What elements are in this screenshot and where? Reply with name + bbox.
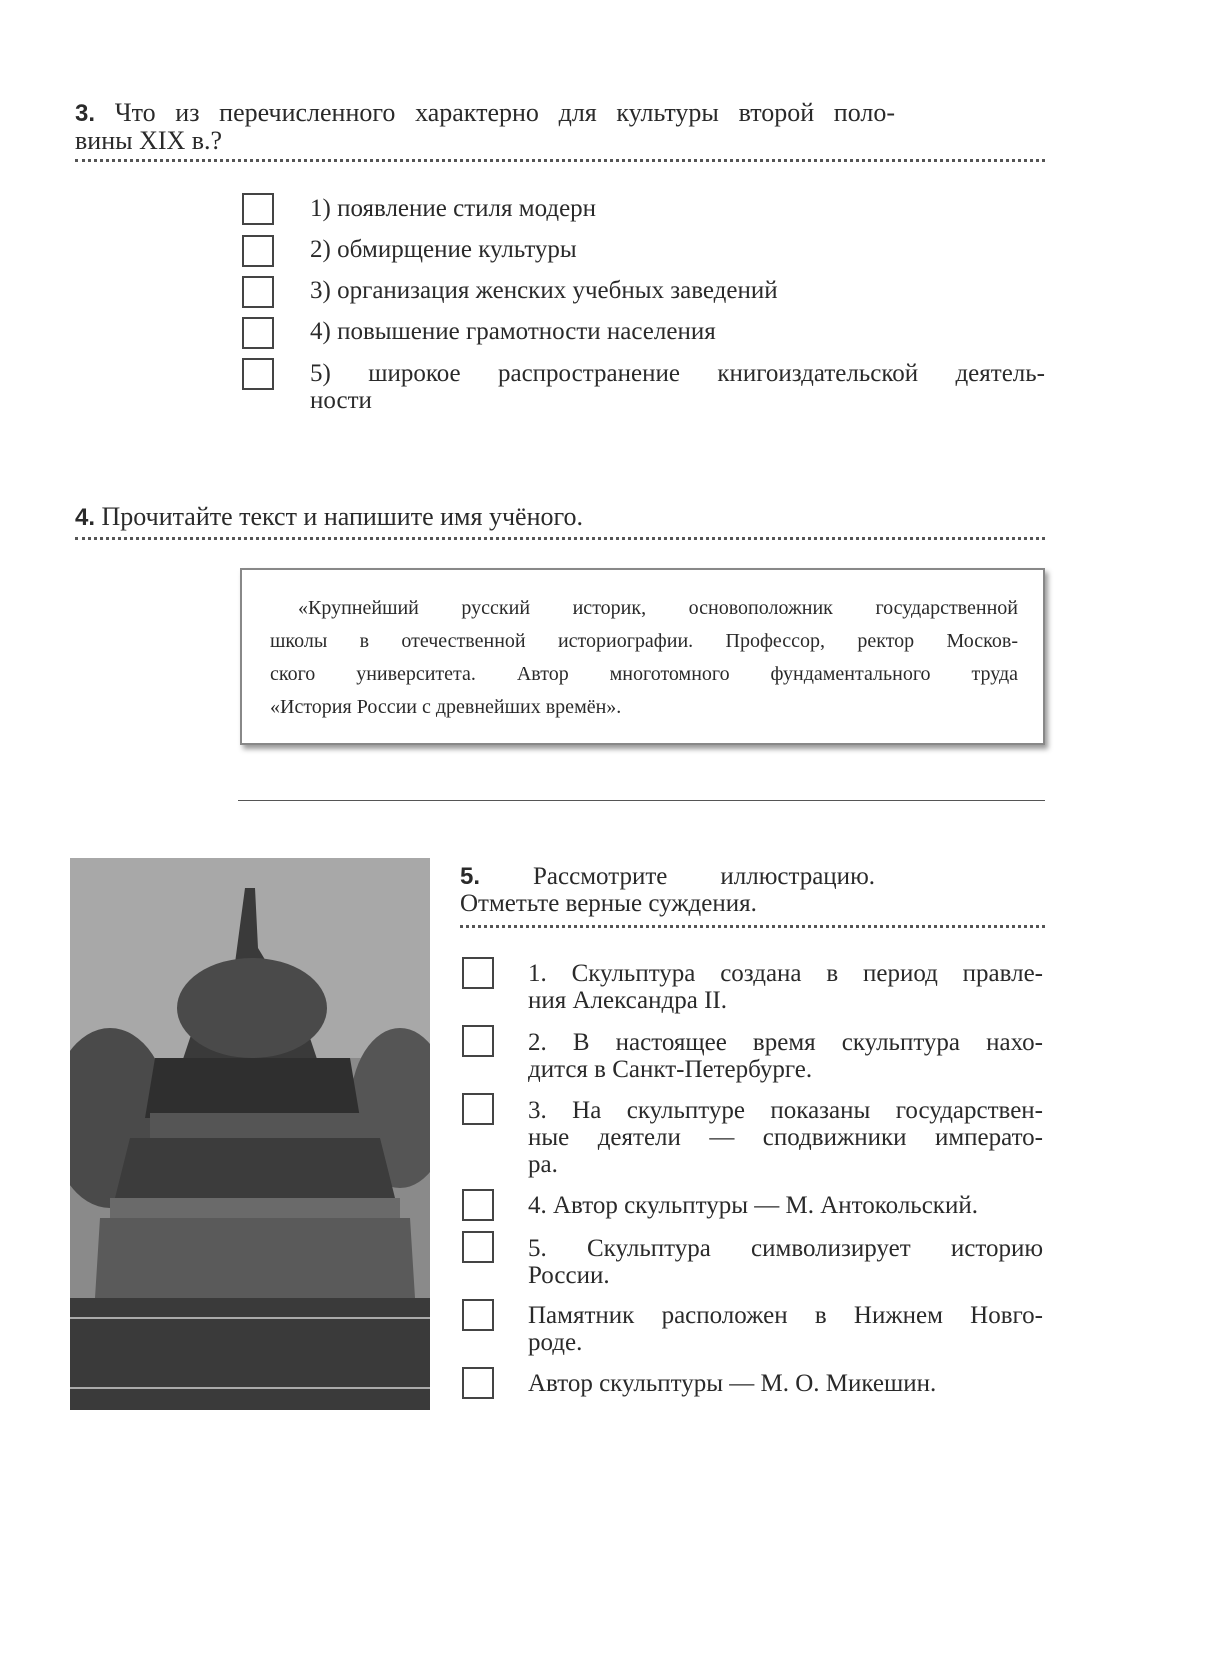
q5-option-7: Автор скульптуры — М. О. Микешин. xyxy=(528,1370,937,1397)
q5-number: 5. xyxy=(460,863,481,890)
q5-title: 5. Рассмотрите иллюстрацию. Отметьте верные суждения. xyxy=(460,863,875,917)
q5-option-2: 2. В настоящее время скульптура нахо- дится в Санкт-Петербурге. xyxy=(528,1029,1043,1083)
q3-option-2: 2) обмирщение культуры xyxy=(310,236,577,263)
q3-option-4-checkbox[interactable] xyxy=(242,317,274,349)
q5-option-4: 4. Автор скульптуры — М. Антокольский. xyxy=(528,1192,978,1219)
q5-option-5-checkbox[interactable] xyxy=(462,1231,494,1263)
q5-option-7-checkbox[interactable] xyxy=(462,1367,494,1399)
q3-option-1: 1) появление стиля модерн xyxy=(310,195,597,222)
q5-option-5: 5. Скульптура символизирует историю России. xyxy=(528,1235,1043,1289)
q5-option-4-checkbox[interactable] xyxy=(462,1189,494,1221)
q3-option-5-checkbox[interactable] xyxy=(242,358,274,390)
q4-number: 4. xyxy=(75,504,96,531)
millennium-of-russia-monument-image xyxy=(70,858,430,1410)
q4-answer-line[interactable] xyxy=(238,800,1045,801)
q3-option-3: 3) организация женских учебных заведений xyxy=(310,277,778,304)
q5-option-3-checkbox[interactable] xyxy=(462,1093,494,1125)
q4-divider xyxy=(75,537,1045,540)
q5-option-6: Памятник расположен в Нижнем Новго- роде. xyxy=(528,1302,1043,1356)
q5-option-6-checkbox[interactable] xyxy=(462,1299,494,1331)
q3-option-4: 4) повышение грамотности населения xyxy=(310,318,716,345)
q3-option-2-checkbox[interactable] xyxy=(242,235,274,267)
q3-option-3-checkbox[interactable] xyxy=(242,276,274,308)
q5-option-3: 3. На скульптуре показаны государствен- ные деятели — сподвижники императо- ра. xyxy=(528,1097,1043,1178)
q3-option-5: 5) широкое распространение книгоиздательской деятель- ности xyxy=(310,360,1045,414)
q4-quote-text: «Крупнейший русский историк, основоположник государственной школы в отечественной историографии. Профессор, ректор Москов- ского университета. Автор многотомного фундаментального труда «История России с древнейших времён». xyxy=(270,597,1018,718)
q5-option-1-checkbox[interactable] xyxy=(462,957,494,989)
q3-title: 3. Что из перечисленного характерно для культуры второй поло- вины XIX в.? xyxy=(75,98,896,155)
q5-divider xyxy=(460,925,1045,928)
monument-photo xyxy=(70,858,430,1410)
q4-title: 4. Прочитайте текст и напишите имя учёного. xyxy=(75,502,583,531)
q4-quote-box xyxy=(240,568,1045,745)
q5-option-2-checkbox[interactable] xyxy=(462,1025,494,1057)
q3-number: 3. xyxy=(75,100,96,127)
q5-option-1: 1. Скульптура создана в период правле- ния Александра II. xyxy=(528,960,1043,1014)
q3-divider xyxy=(75,159,1045,162)
q3-option-1-checkbox[interactable] xyxy=(242,193,274,225)
